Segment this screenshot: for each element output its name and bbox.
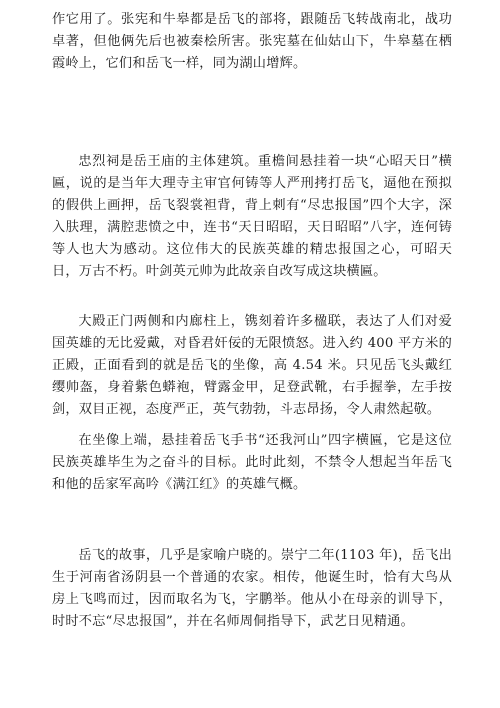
paragraph-2: 忠烈祠是岳王庙的主体建筑。重檐间悬挂着一块“心昭天日”横匾，说的是当年大理寺主审官何铸等人严刑拷打岳飞，逼他在预拟的假供上画押，岳飞裂裳袒背，背上刺有“尽忠报国”四个大字，深入肤理，满腔悲愤之中，连书“天日昭昭，天日昭昭”八字，连何铸等人也大为感动。这位伟大的民族英雄的精忠报国之心，可昭天日，万古不朽。叶剑英元帅为此故亲自改写成这块横匾。	[52, 154, 452, 279]
paragraph-4: 在坐像上端，悬挂着岳飞手书“还我河山”四字横匾，它是这位民族英雄毕生为之奋斗的目标。此时此刻，不禁令人想起当年岳飞和他的岳家军高吟《满江红》的英雄气概。	[52, 433, 452, 492]
paragraph-5: 岳飞的故事，几乎是家喻户晓的。崇宁二年(1103 年)，岳飞出生于河南省汤阴县一个普通的农家。相传，他诞生时，恰有大鸟从房上飞鸣而过，因而取名为飞，字鹏举。他从小在母亲的训导下，时时不忘“尽忠报国”，并在名师周侗指导下，武艺日见精通。	[52, 548, 452, 629]
paragraph-1: 作它用了。张宪和牛皋都是岳飞的部将，跟随岳飞转战南北，战功卓著，但他俩先后也被秦桧所害。张宪墓在仙姑山下，牛皋墓在栖霞岭上，它们和岳飞一样，同为湖山增辉。	[52, 12, 452, 71]
paragraph-3: 大殿正门两侧和内廊柱上，镌刻着许多楹联，表达了人们对爱国英雄的无比爱戴，对昏君奸佞的无限愤怒。进入约 400 平方米的正殿，正面看到的就是岳飞的坐像，高 4.54 米。只见岳飞头戴红缨帅盔，身着紫色蟒袍，臂露金甲，足登武靴，右手握拳，左手按剑，双目正视，态度严正，英气勃勃，斗志昂扬，令人肃然起敬。	[52, 314, 452, 417]
